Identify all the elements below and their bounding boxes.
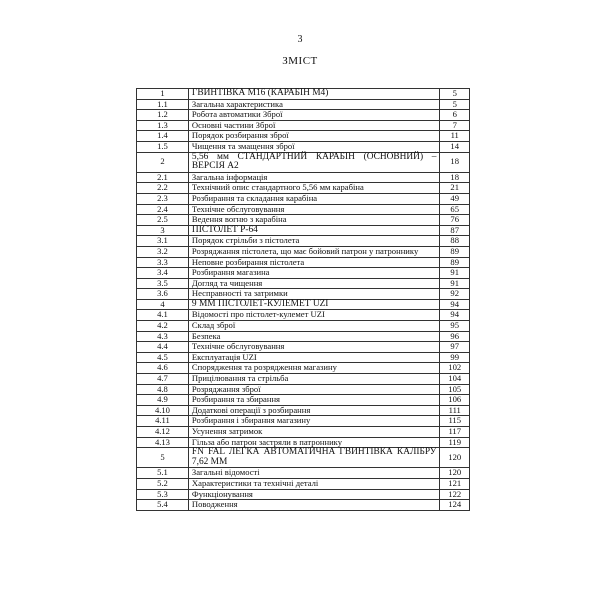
- toc-page-number: 121: [440, 478, 470, 489]
- toc-section-title: Технічне обслуговування: [188, 342, 440, 353]
- toc-row: [137, 141, 470, 152]
- toc-row: [137, 416, 470, 427]
- toc-section-title: Загальні відомості: [188, 468, 440, 479]
- toc-page-number: 7: [440, 120, 470, 131]
- toc-section-number: 4.3: [137, 331, 189, 342]
- toc-page-number: 105: [440, 384, 470, 395]
- toc-section-number: 3: [137, 225, 189, 236]
- toc-body: [137, 89, 470, 511]
- toc-section-number: 4.5: [137, 352, 189, 363]
- toc-page-number: 49: [440, 193, 470, 204]
- toc-page-number: 124: [440, 500, 470, 511]
- toc-page-number: 106: [440, 395, 470, 406]
- toc-section-title: Порядок стрільби з пістолета: [188, 236, 440, 247]
- toc-section-number: 4.12: [137, 427, 189, 438]
- toc-page-number: 18: [440, 172, 470, 183]
- toc-section-number: 4.4: [137, 342, 189, 353]
- toc-row: [137, 204, 470, 215]
- toc-page-number: 117: [440, 427, 470, 438]
- toc-section-title: Поводження: [188, 500, 440, 511]
- toc-section-title: Відомості про пістолет-кулемет UZI: [188, 310, 440, 321]
- toc-page-number: 18: [440, 152, 470, 172]
- toc-row: [137, 468, 470, 479]
- toc-row: [137, 342, 470, 353]
- toc-section-title: Чищення та змащення зброї: [188, 141, 440, 152]
- toc-page-number: 94: [440, 310, 470, 321]
- toc-page-number: 120: [440, 448, 470, 468]
- toc-section-number: 5.1: [137, 468, 189, 479]
- toc-section-title: Гільза або патрон застряли в патроннику: [188, 437, 440, 448]
- toc-section-number: 1: [137, 89, 189, 100]
- toc-section-number: 4.11: [137, 416, 189, 427]
- toc-section-number: 4.1: [137, 310, 189, 321]
- toc-section-title: Загальна характеристика: [188, 99, 440, 110]
- toc-section-number: 3.3: [137, 257, 189, 268]
- toc-page-number: 91: [440, 278, 470, 289]
- toc-section-title: Безпека: [188, 331, 440, 342]
- toc-page-number: 5: [440, 99, 470, 110]
- toc-row: [137, 268, 470, 279]
- toc-page-number: 87: [440, 225, 470, 236]
- toc-section-number: 1.5: [137, 141, 189, 152]
- toc-row: [137, 384, 470, 395]
- toc-section-number: 4.7: [137, 374, 189, 385]
- toc-page-number: 91: [440, 268, 470, 279]
- toc-section-number: 2.3: [137, 193, 189, 204]
- toc-section-title: Розряджання зброї: [188, 384, 440, 395]
- toc-row: [137, 152, 470, 172]
- toc-row: [137, 131, 470, 142]
- toc-page-number: 89: [440, 246, 470, 257]
- toc-page-number: 104: [440, 374, 470, 385]
- toc-section-number: 2.2: [137, 183, 189, 194]
- toc-section-title: Несправності та затримки: [188, 289, 440, 300]
- toc-section-title: Розбирання магазина: [188, 268, 440, 279]
- toc-section-title: Усунення затримок: [188, 427, 440, 438]
- toc-row: [137, 478, 470, 489]
- toc-row: [137, 120, 470, 131]
- toc-section-title: Порядок розбирання зброї: [188, 131, 440, 142]
- toc-page-number: 65: [440, 204, 470, 215]
- toc-section-number: 1.1: [137, 99, 189, 110]
- toc-row: [137, 352, 470, 363]
- toc-section-title: Додаткові операції з розбирання: [188, 405, 440, 416]
- toc-page-number: 99: [440, 352, 470, 363]
- toc-section-number: 4.8: [137, 384, 189, 395]
- toc-section-title: Розряджання пістолета, що має бойовий патрон у патроннику: [188, 246, 440, 257]
- toc-section-title: ПІСТОЛЕТ Р-64: [188, 225, 440, 236]
- toc-row: [137, 437, 470, 448]
- toc-section-number: 5: [137, 448, 189, 468]
- toc-row: [137, 331, 470, 342]
- toc-section-number: 4.13: [137, 437, 189, 448]
- toc-section-number: 5.4: [137, 500, 189, 511]
- toc-row: [137, 289, 470, 300]
- toc-section-title: Ведення вогню з карабіна: [188, 215, 440, 226]
- toc-page-number: 119: [440, 437, 470, 448]
- toc-section-number: 2.5: [137, 215, 189, 226]
- toc-section-title: FN FAL ЛЕГКА АВТОМАТИЧНА ГВИНТІВКА КАЛІБРУ 7,62 ММ: [188, 448, 440, 468]
- toc-section-title: Технічний опис стандартного 5,56 мм карабіна: [188, 183, 440, 194]
- toc-section-number: 3.6: [137, 289, 189, 300]
- toc-row: [137, 310, 470, 321]
- toc-page-number: 111: [440, 405, 470, 416]
- toc-row: [137, 246, 470, 257]
- toc-row: [137, 110, 470, 121]
- toc-row: [137, 448, 470, 468]
- toc-page-number: 6: [440, 110, 470, 121]
- toc-section-number: 5.2: [137, 478, 189, 489]
- toc-row: [137, 172, 470, 183]
- toc-section-title: Експлуатація UZI: [188, 352, 440, 363]
- toc-section-number: 3.4: [137, 268, 189, 279]
- toc-page-number: 76: [440, 215, 470, 226]
- toc-page-number: 14: [440, 141, 470, 152]
- toc-section-title: Спорядження та розрядження магазину: [188, 363, 440, 374]
- toc-section-title: Основні частини Зброї: [188, 120, 440, 131]
- toc-row: [137, 193, 470, 204]
- toc-section-title: 9 ММ ПІСТОЛЕТ-КУЛЕМЕТ UZI: [188, 299, 440, 310]
- toc-row: [137, 99, 470, 110]
- toc-section-number: 2: [137, 152, 189, 172]
- toc-row: [137, 278, 470, 289]
- toc-section-title: Технічне обслуговування: [188, 204, 440, 215]
- toc-section-number: 5.3: [137, 489, 189, 500]
- toc-section-title: Загальна інформація: [188, 172, 440, 183]
- toc-section-title: Неповне розбирання пістолета: [188, 257, 440, 268]
- toc-section-title: ГВИНТІВКА М16 (КАРАБІН М4): [188, 89, 440, 100]
- toc-row: [137, 405, 470, 416]
- toc-section-title: Розбирання і збирання магазину: [188, 416, 440, 427]
- toc-row: [137, 489, 470, 500]
- toc-section-title: Розбирання та збирання: [188, 395, 440, 406]
- toc-section-number: 4.2: [137, 321, 189, 332]
- page-title: ЗМІСТ: [282, 55, 318, 67]
- toc-page-number: 102: [440, 363, 470, 374]
- toc-page-number: 96: [440, 331, 470, 342]
- toc-page-number: 97: [440, 342, 470, 353]
- toc-page-number: 120: [440, 468, 470, 479]
- toc-row: [137, 257, 470, 268]
- toc-page-number: 115: [440, 416, 470, 427]
- toc-section-number: 4.6: [137, 363, 189, 374]
- toc-section-title: Робота автоматики Зброї: [188, 110, 440, 121]
- toc-page-number: 11: [440, 131, 470, 142]
- toc-row: [137, 225, 470, 236]
- toc-row: [137, 374, 470, 385]
- toc-section-number: 3.1: [137, 236, 189, 247]
- page-number: 3: [297, 34, 303, 45]
- toc-row: [137, 321, 470, 332]
- toc-row: [137, 299, 470, 310]
- toc-page-number: 21: [440, 183, 470, 194]
- toc-page-number: 92: [440, 289, 470, 300]
- toc-row: [137, 89, 470, 100]
- toc-page-number: 95: [440, 321, 470, 332]
- toc-section-number: 1.2: [137, 110, 189, 121]
- toc-row: [137, 500, 470, 511]
- toc-page-number: 94: [440, 299, 470, 310]
- toc-section-number: 4.9: [137, 395, 189, 406]
- toc-page-number: 122: [440, 489, 470, 500]
- toc-section-number: 4: [137, 299, 189, 310]
- toc-section-number: 2.4: [137, 204, 189, 215]
- toc-table: [136, 88, 470, 511]
- toc-row: [137, 427, 470, 438]
- toc-section-number: 3.2: [137, 246, 189, 257]
- toc-section-number: 2.1: [137, 172, 189, 183]
- toc-section-title: Характеристики та технічні деталі: [188, 478, 440, 489]
- toc-row: [137, 215, 470, 226]
- toc-section-title: Склад зброї: [188, 321, 440, 332]
- toc-section-title: Догляд та чищення: [188, 278, 440, 289]
- toc-section-title: Функціонування: [188, 489, 440, 500]
- toc-page-number: 89: [440, 257, 470, 268]
- toc-section-number: 1.4: [137, 131, 189, 142]
- toc-section-number: 3.5: [137, 278, 189, 289]
- toc-section-title: Розбирання та складання карабіна: [188, 193, 440, 204]
- toc-row: [137, 395, 470, 406]
- toc-page-number: 5: [440, 89, 470, 100]
- toc-section-number: 4.10: [137, 405, 189, 416]
- toc-row: [137, 183, 470, 194]
- toc-row: [137, 236, 470, 247]
- toc-page-number: 88: [440, 236, 470, 247]
- toc-row: [137, 363, 470, 374]
- toc-section-number: 1.3: [137, 120, 189, 131]
- toc-section-title: 5,56 мм СТАНДАРТНИЙ КАРАБІН (ОСНОВНИЙ) – ВЕРСІЯ А2: [188, 152, 440, 172]
- toc-section-title: Прицілювання та стрільба: [188, 374, 440, 385]
